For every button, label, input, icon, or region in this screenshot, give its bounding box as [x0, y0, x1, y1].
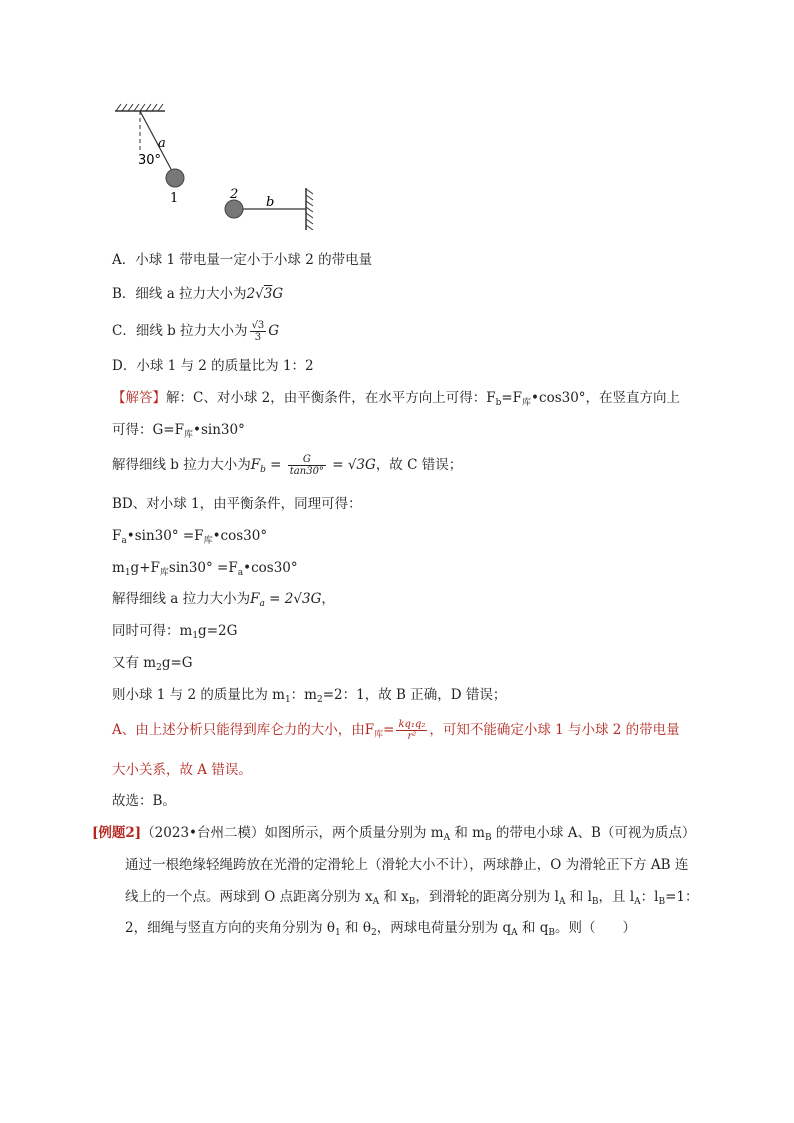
answer-line-11: A、由上述分析只能得到库仑力的大小，由$F_库=$ $\frac{\text{kq₁q₂}}{\text{r²}}$ ，可知不能确定小球 1 与小球 2 的带电量 [112, 719, 680, 742]
answer-line-12: 大小关系，故 A 错误。 [112, 762, 252, 778]
string-a-label: a [158, 136, 166, 151]
answer-line-4: BD、对小球 1，由平衡条件，同理可得： [112, 496, 362, 512]
answer-line-7: 解得细线 a 拉力大小为$F_a = 2√3G$， [112, 591, 335, 609]
ball-2-label: 2 [230, 187, 239, 202]
answer-line-2: 可得：$G=F_库•\sin 30^\circ$ [112, 422, 245, 440]
answer-line-10: 则小球 1 与 2 的质量比为 $m_1$：$m_2=2$：1，故 B 正确，D 错误； [112, 687, 507, 705]
answer-line-9: 又有 $m_2g=G$ [112, 655, 193, 673]
example2-line-4: 2，细绳与竖直方向的夹角分别为 $\theta_1$ 和 $\theta_2$，两球电荷量分别为 $q_A$ 和 $q_B$。则（ ） [125, 920, 636, 938]
string-b-label: b [266, 195, 275, 210]
answer-line-3: 解得细线 b 拉力大小为$F_b$ = $\frac{G}{\tan 30^\circ}$ = √3G，故 C 错误； [112, 454, 463, 477]
physics-diagram [100, 95, 330, 230]
answer-tag: 【解答】 [112, 390, 166, 406]
ceiling-support [115, 104, 165, 111]
option-b: B．细线 a 拉力大小为2√3G [112, 286, 284, 302]
option-c: C．细线 b 拉力大小为 $\frac{√3}{3}$ G [112, 320, 280, 343]
example2-tag: [例题2] [92, 825, 142, 841]
ball-1 [166, 169, 184, 187]
answer-line-1: 【解答】解：C、对小球 2，由平衡条件，在水平方向上可得：$F_b=F_库•\cos 30^\circ$，在竖直方向上 [112, 390, 681, 408]
answer-line-6: $m_1g+F_库\sin 30^\circ$ $=F_a•\cos 30^\circ$ [112, 560, 298, 578]
ball-1-label: 1 [170, 191, 179, 206]
answer-line-8: 同时可得：$m_1g=2G$ [112, 623, 238, 641]
ball-2 [225, 200, 243, 218]
answer-line-13: 故选：B。 [112, 793, 176, 809]
example2-line-3: 线上的一个点。两球到 O 点距离分别为 $x_A$ 和 $x_B$，到滑轮的距离分别为 $l_A$ 和 $l_B$，且 $l_A$：$l_B=1$： [125, 889, 699, 907]
wall-support [306, 188, 313, 230]
answer-line-5: $F_a•\sin 30^\circ$ $=F_库•\cos 30^\circ$ [112, 528, 268, 546]
option-d: D．小球 1 与 2 的质量比为 1：2 [112, 358, 314, 374]
angle-label: 30° [138, 153, 162, 168]
example2-line-1: [例题2]（2023•台州二模）如图所示，两个质量分别为 $m_A$ 和 $m_B$ 的带电小球 A、B（可视为质点） [92, 825, 696, 843]
option-a: A．小球 1 带电量一定小于小球 2 的带电量 [112, 252, 373, 268]
example2-line-2: 通过一根绝缘轻绳跨放在光滑的定滑轮上（滑轮大小不计），两球静止，O 为滑轮正下方 AB 连 [125, 857, 689, 873]
